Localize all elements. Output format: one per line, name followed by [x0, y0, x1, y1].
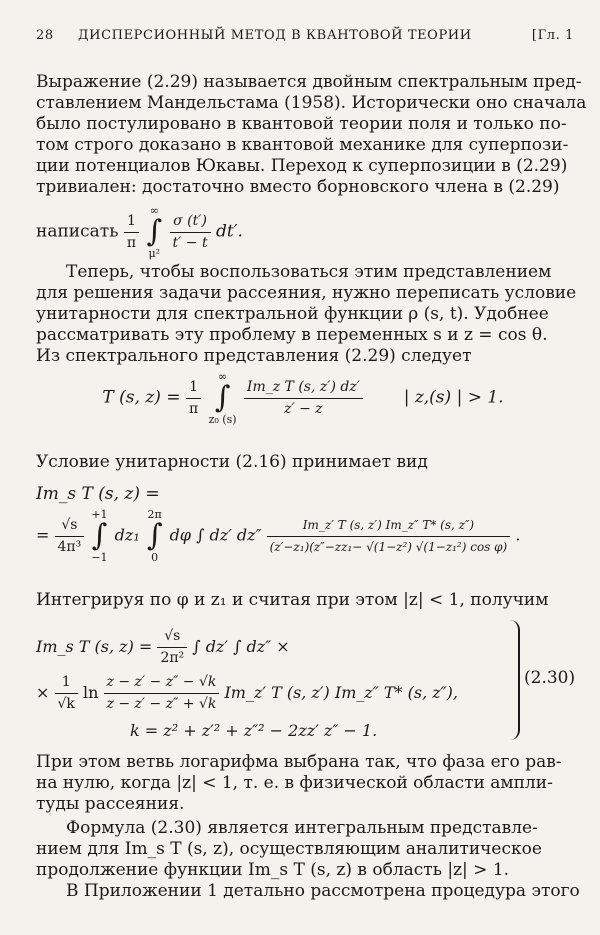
- text-line: унитарности для спектральной функции ρ (s, t). Удобнее: [36, 304, 549, 324]
- page-number: 28: [36, 28, 54, 43]
- coefficient: $\frac{1}{\pi}$: [186, 377, 201, 420]
- log-argument: $\frac{z - z' - z'' - √k}{z - z' - z'' + √k}$: [104, 672, 220, 715]
- right-brace: [508, 620, 520, 740]
- equation-unitarity-lhs: Im_s T (s, z) =: [36, 484, 160, 504]
- text-line: продолжение функции Im_s T (s, z) в область |z| > 1.: [36, 860, 510, 880]
- text-line: Теперь, чтобы воспользоваться этим представлением: [66, 262, 552, 282]
- text-line: было постулировано в квантовой теории поля и только по-: [36, 114, 567, 134]
- coefficient: $\frac{1}{\pi}$: [124, 211, 139, 254]
- integrand: $\frac{\text{Im\_z T (s, z′) dz′}}{z' - z}$: [244, 377, 363, 420]
- text-line: При этом ветвь логарифма выбрана так, что фаза его рав-: [36, 752, 562, 772]
- paragraph-5: [36, 752, 570, 815]
- text-line: Интегрируя по φ и z₁ и считая при этом |z| < 1, получим: [36, 590, 549, 610]
- text-line: ставлением Мандельстама (1958). Исторически оно сначала: [36, 93, 587, 113]
- integrand: $\frac{Im\_z' T (s, z') Im\_z'' T* (s, z'')}{\text{(z′−z₁)(z″−zz₁− √(1−z²) √(1−z₁²) cos φ)}}$: [267, 515, 511, 558]
- text-line: на нулю, когда |z| < 1, т. е. в физической области ампли-: [36, 773, 553, 793]
- text-line: рассматривать эту проблему в переменных s и z = cos θ.: [36, 325, 548, 345]
- text-line: Условие унитарности (2.16) принимает вид: [36, 452, 428, 472]
- coefficient: $\frac{√s}{\text{2π²}}$: [157, 626, 187, 669]
- coefficient: $\frac{1}{√k}$: [55, 672, 78, 715]
- paragraph-6: [36, 818, 580, 902]
- text-line: для решения задачи рассеяния, нужно переписать условие: [36, 283, 577, 303]
- text-line: том строго доказано в квантовой механике для суперпози-: [36, 135, 569, 155]
- equation-2-30-line-1: Im_s T (s, z) = $\frac{√s}{\text{2π²}}$ ∫ dz′ ∫ dz″ ×: [36, 626, 570, 669]
- condition: | z,(s) | > 1.: [403, 387, 504, 408]
- integral-sign: +1 ∫ −1: [91, 508, 108, 564]
- integrand: $\frac{\sigma (t')}{t' - t}$: [170, 211, 211, 254]
- coefficient: $\frac{√s}{\text{4π³}}$: [55, 515, 85, 558]
- equation-dispersion: T (s, z) = $\frac{1}{\pi}$ ∞ ∫ z₀ (s) $\frac{\text{Im\_z T (s, z′) dz′}}{z' - z}$ | z,(s) | > 1.: [102, 370, 504, 426]
- running-title: ДИСПЕРСИОННЫЙ МЕТОД В КВАНТОВОЙ ТЕОРИИ: [78, 28, 472, 43]
- text-line: ции потенциалов Юкавы. Переход к суперпозиции в (2.29): [36, 156, 568, 176]
- equation-2-30-line-2: × $\frac{1}{√k}$ ln $\frac{z - z' - z'' - √k}{z - z' - z'' + √k}$ Im_z′ T (s, z′) Im_z″ T* (s, z″),: [36, 672, 570, 715]
- chapter-marker: [Гл. 1: [531, 28, 574, 43]
- integral-sign: ∞ ∫ μ²: [146, 204, 163, 260]
- integral-sign: 2π ∫ 0: [146, 508, 163, 564]
- text-line: Выражение (2.29) называется двойным спектральным пред-: [36, 72, 582, 92]
- equation-number: (2.30): [524, 668, 576, 688]
- integral-sign: ∞ ∫ z₀ (s): [208, 370, 237, 426]
- inline-formula: написать $\frac{1}{\pi}$ ∞ ∫ μ² $\frac{\sigma (t')}{t' - t}$ dt′.: [36, 204, 243, 260]
- equation-unitarity: = $\frac{√s}{\text{4π³}}$ +1 ∫ −1 dz₁ 2π ∫ 0 dφ ∫ dz′ dz″ $\frac{Im\_z' T (s, z') Im\_z'' T* (s, z'')}{\text{(z′−z₁)(z″−zz₁− √(1−z²) √(1−z₁²) cos φ)}}$ .: [36, 508, 521, 564]
- text-line: Формула (2.30) является интегральным представле-: [66, 818, 538, 838]
- equation-2-30-line-3: k = z² + z′² + z″² − 2zz′ z″ − 1.: [130, 721, 378, 740]
- text-line: туды рассеяния.: [36, 794, 185, 814]
- text-line: Из спектрального представления (2.29) следует: [36, 346, 472, 366]
- paragraph-3: [36, 452, 570, 473]
- paragraph-1: [36, 72, 587, 198]
- text-line: нием для Im_s T (s, z), осуществляющим аналитическое: [36, 839, 542, 859]
- text-line: тривиален: достаточно вместо борновского члена в (2.29): [36, 177, 560, 197]
- text-line: В Приложении 1 детально рассмотрена процедура этого: [66, 881, 580, 901]
- paragraph-4: [36, 590, 570, 611]
- paragraph-2: [36, 262, 577, 367]
